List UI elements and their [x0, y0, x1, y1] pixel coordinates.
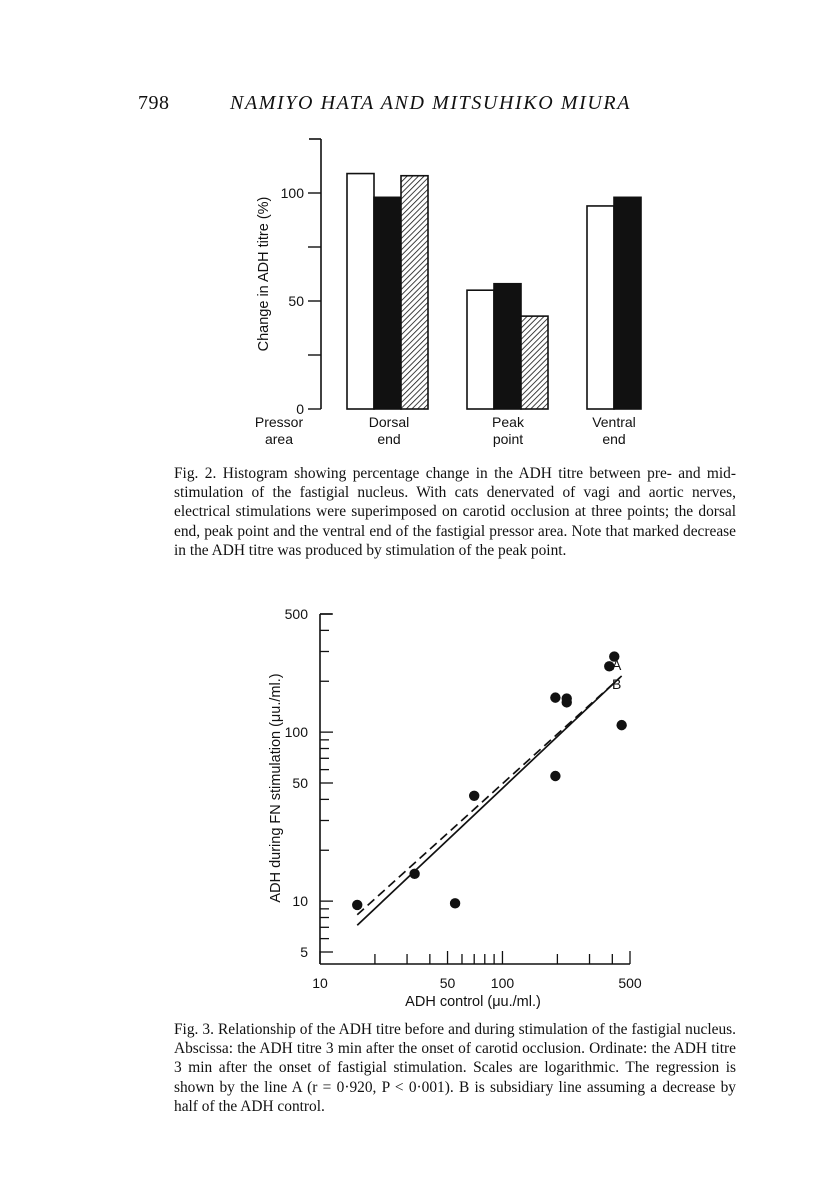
fig2-cat-dorsal-l2: end: [377, 431, 401, 447]
fig3-x-tick-label: 50: [439, 975, 456, 991]
fig3-data-points: [352, 651, 627, 910]
fig3-y-tick-label: 50: [292, 775, 308, 791]
fig3-line-b-label: B: [612, 676, 622, 692]
fig3-data-point: [409, 869, 419, 879]
fig2-axes: [281, 139, 321, 417]
fig2-caption-label: Fig. 2.: [174, 465, 217, 482]
fig3-x-tick-label: 500: [618, 975, 642, 991]
fig3-line-a-label: A: [612, 657, 622, 673]
fig3-data-point: [550, 771, 560, 781]
fig2-cat-ventral-l1: Ventral: [592, 414, 636, 430]
fig2-y-tick-label: 50: [288, 293, 304, 309]
fig2-y-tick-label: 0: [296, 401, 304, 417]
fig3-x-tick-label: 10: [312, 975, 328, 991]
fig3-data-point: [450, 898, 460, 908]
fig3-caption-label: Fig. 3.: [174, 1021, 214, 1038]
fig3-labels: [268, 657, 622, 1010]
fig2-bars: [347, 174, 641, 409]
fig2-y-tick-label: 100: [280, 185, 304, 201]
fig3-data-point: [550, 692, 560, 702]
fig2-bar-open: [347, 174, 374, 409]
fig2-caption-text: Histogram showing percentage change in the ADH titre between pre- and mid-stimulation of the fastigial nucleus. With cats denervated of vagi and aortic nerves, electrical stimulations were superimposed on carotid occlusion at three points; the dorsal end, peak point and the ventral end of the fastigial pressor area. Note that marked decrease in the ADH titre was produced by stimulation of the peak point.: [174, 465, 737, 559]
page-number: 798: [138, 92, 170, 114]
fig2-bar-hatched: [401, 176, 428, 409]
fig3-x-tick-label: 100: [490, 975, 515, 991]
fig2-cat-dorsal-l1: Dorsal: [368, 414, 410, 430]
fig2-cat-peak-l2: point: [492, 431, 524, 447]
fig3-y-tick-label: 500: [284, 606, 308, 622]
fig3-caption-text: Relationship of the ADH titre before and during stimulation of the fastigial nucleus. Abscissa: the ADH titre 3 min after the onset of carotid occlusion. Ordinate: the ADH titre 3 min after the onset of fastigial stimulation. Scales are logarithmic. The regression is shown by the line A (r = 0·920, P < 0·001). B is subsidiary line assuming a decrease by half of the ADH control.: [174, 1021, 736, 1115]
fig3-y-tick-label: 100: [284, 724, 308, 741]
fig2-ylabel: Change in ADH titre (%): [256, 196, 272, 352]
fig3-y-tick-label: 5: [300, 944, 308, 960]
fig3-ylabel: ADH during FN stimulation (μu./ml.): [268, 673, 284, 903]
fig2-bar-filled: [494, 284, 521, 409]
fig3-data-point: [616, 720, 626, 730]
fig2-pressor-label: Pressor: [254, 414, 304, 430]
fig2-bar-open: [467, 290, 494, 409]
fig3-data-point: [469, 791, 479, 801]
fig3-y-tick-label: 10: [292, 893, 308, 910]
fig3-xlabel: ADH control (μu./ml.): [405, 994, 541, 1010]
fig3-data-point: [352, 900, 362, 910]
figure-3-caption: [174, 1020, 736, 1116]
figure-2-caption: [174, 464, 736, 560]
fig2-bar-filled: [614, 197, 641, 409]
fig3-line-B: [357, 678, 620, 915]
figure-3-scatter-plot: [0, 590, 816, 1020]
fig3-axes: [285, 606, 642, 991]
fig3-regression-lines: [357, 676, 621, 925]
fig2-cat-peak-l1: Peak: [492, 414, 524, 430]
fig2-area-label: area: [264, 431, 294, 447]
fig2-cat-ventral-l2: end: [602, 431, 626, 447]
running-head-authors: NAMIYO HATA AND MITSUHIKO MIURA: [230, 92, 632, 114]
fig2-bar-open: [587, 206, 614, 409]
fig3-data-point: [562, 693, 572, 703]
fig2-bar-hatched: [521, 316, 548, 409]
figure-2-bar-chart: [0, 0, 816, 460]
fig3-line-A: [357, 676, 621, 925]
fig2-bar-filled: [374, 197, 401, 409]
